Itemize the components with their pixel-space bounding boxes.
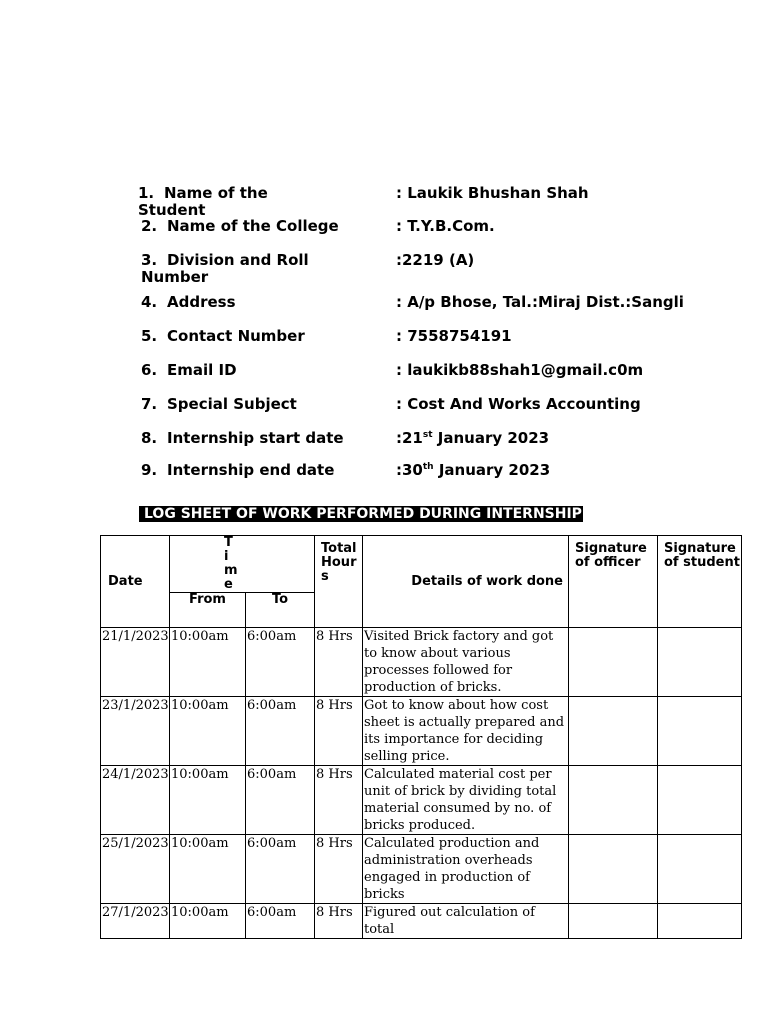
info-value: : A/p Bhose, Tal.:Miraj Dist.:Sangli xyxy=(396,293,684,311)
info-label-text: Internship start date xyxy=(167,429,344,447)
table-row xyxy=(101,904,742,939)
header-time: Time xyxy=(170,536,315,593)
date-number: :21 xyxy=(396,429,423,447)
cell-signature-student xyxy=(658,904,742,939)
info-label-text: Name of the Student xyxy=(138,184,268,219)
header-from: From xyxy=(170,593,246,628)
cell-to: 6:00am xyxy=(246,904,315,939)
log-sheet-title: LOG SHEET OF WORK PERFORMED DURING INTERNSHIP xyxy=(139,506,583,522)
info-number: 3. xyxy=(141,251,158,269)
info-number: 6. xyxy=(141,361,158,379)
cell-signature-officer xyxy=(569,835,658,904)
date-number: :30 xyxy=(396,461,423,479)
info-label-text: Contact Number xyxy=(167,327,305,345)
cell-to: 6:00am xyxy=(246,766,315,835)
info-label-text: Address xyxy=(167,293,236,311)
cell-details: Calculated material cost per unit of brick by dividing total material consumed by no. of bricks produced. xyxy=(363,766,569,835)
info-label-text: Special Subject xyxy=(167,395,297,413)
cell-hours: 8 Hrs xyxy=(315,904,363,939)
info-value: :2219 (A) xyxy=(396,251,475,269)
info-value: : Laukik Bhushan Shah xyxy=(396,184,589,202)
info-label xyxy=(141,218,341,235)
info-value xyxy=(396,462,550,479)
cell-to: 6:00am xyxy=(246,628,315,697)
info-number: 9. xyxy=(141,461,158,479)
info-label xyxy=(141,294,341,311)
header-row xyxy=(101,536,742,593)
header-signature-officer: Signature of officer xyxy=(569,536,658,628)
date-ordinal-suffix: st xyxy=(422,430,433,440)
info-value: : Cost And Works Accounting xyxy=(396,395,641,413)
info-number: 4. xyxy=(141,293,158,311)
cell-date: 23/1/2023 xyxy=(101,697,170,766)
info-number: 7. xyxy=(141,395,158,413)
cell-hours: 8 Hrs xyxy=(315,766,363,835)
date-month-year: January 2023 xyxy=(432,429,550,447)
info-value: : laukikb88shah1@gmail.c0m xyxy=(396,361,644,379)
header-details: Details of work done xyxy=(363,536,569,628)
info-label-text: Internship end date xyxy=(167,461,335,479)
log-sheet-table xyxy=(100,535,742,939)
table-row xyxy=(101,628,742,697)
table-row xyxy=(101,835,742,904)
info-value: : 7558754191 xyxy=(396,327,512,345)
info-label xyxy=(141,430,381,447)
header-to: To xyxy=(246,593,315,628)
info-label xyxy=(141,462,381,479)
cell-details: Figured out calculation of total xyxy=(363,904,569,939)
info-label xyxy=(141,328,341,345)
cell-hours: 8 Hrs xyxy=(315,835,363,904)
cell-from: 10:00am xyxy=(170,904,246,939)
cell-signature-student xyxy=(658,628,742,697)
cell-hours: 8 Hrs xyxy=(315,697,363,766)
info-label xyxy=(138,185,338,219)
header-date: Date xyxy=(101,536,170,628)
cell-signature-student xyxy=(658,835,742,904)
info-number: 2. xyxy=(141,217,158,235)
cell-details: Calculated production and administration overheads engaged in production of bricks xyxy=(363,835,569,904)
cell-date: 24/1/2023 xyxy=(101,766,170,835)
table-row xyxy=(101,766,742,835)
cell-date: 27/1/2023 xyxy=(101,904,170,939)
info-label-text: Division and Roll Number xyxy=(141,251,309,286)
cell-to: 6:00am xyxy=(246,697,315,766)
cell-from: 10:00am xyxy=(170,835,246,904)
cell-details: Got to know about how cost sheet is actually prepared and its importance for deciding selling price. xyxy=(363,697,569,766)
cell-details: Visited Brick factory and got to know about various processes followed for production of bricks. xyxy=(363,628,569,697)
cell-from: 10:00am xyxy=(170,766,246,835)
info-label-text: Name of the College xyxy=(167,217,339,235)
table-row xyxy=(101,697,742,766)
cell-hours: 8 Hrs xyxy=(315,628,363,697)
cell-from: 10:00am xyxy=(170,628,246,697)
cell-date: 25/1/2023 xyxy=(101,835,170,904)
info-label xyxy=(141,396,341,413)
cell-from: 10:00am xyxy=(170,697,246,766)
info-label xyxy=(141,362,341,379)
cell-signature-officer xyxy=(569,628,658,697)
header-total-hours: Total Hours xyxy=(315,536,363,628)
info-label-text: Email ID xyxy=(167,361,237,379)
cell-date: 21/1/2023 xyxy=(101,628,170,697)
info-value xyxy=(396,430,549,447)
info-number: 1. xyxy=(138,184,155,202)
date-ordinal-suffix: th xyxy=(422,462,434,472)
cell-signature-student xyxy=(658,766,742,835)
header-signature-student: Signature of student xyxy=(658,536,742,628)
info-label xyxy=(141,252,371,286)
info-number: 8. xyxy=(141,429,158,447)
info-value: : T.Y.B.Com. xyxy=(396,217,495,235)
date-month-year: January 2023 xyxy=(433,461,551,479)
cell-signature-officer xyxy=(569,697,658,766)
cell-signature-officer xyxy=(569,904,658,939)
cell-to: 6:00am xyxy=(246,835,315,904)
cell-signature-student xyxy=(658,697,742,766)
cell-signature-officer xyxy=(569,766,658,835)
info-number: 5. xyxy=(141,327,158,345)
